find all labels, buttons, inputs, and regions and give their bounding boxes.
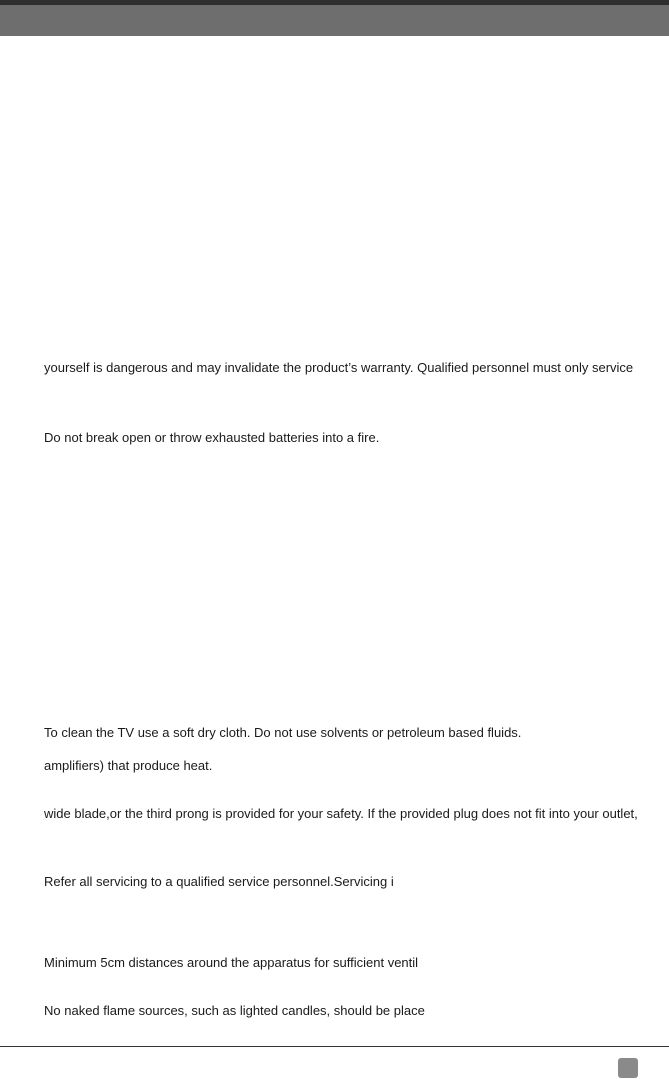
text-line-ventilation: Minimum 5cm distances around the apparatus for sufficient ventil (44, 955, 419, 970)
text-line-refer-servicing: Refer all servicing to a qualified service personnel.Servicing i (44, 874, 394, 889)
text-line-cleaning: To clean the TV use a soft dry cloth. Do not use solvents or petroleum based fluids. (44, 725, 522, 740)
footer-divider (0, 1046, 669, 1047)
text-line-plug-safety: wide blade,or the third prong is provided for your safety. If the provided plug does not fit into your outlet, (44, 806, 638, 821)
header-band (0, 5, 669, 36)
text-line-amplifiers: amplifiers) that produce heat. (44, 758, 213, 773)
text-line-servicing-warning: yourself is dangerous and may invalidate the product’s warranty. Qualified personnel must only service (44, 360, 634, 375)
text-line-batteries: Do not break open or throw exhausted batteries into a fire. (44, 430, 380, 445)
text-line-naked-flame: No naked flame sources, such as lighted candles, should be place (44, 1003, 425, 1018)
page-number-badge (618, 1058, 638, 1078)
